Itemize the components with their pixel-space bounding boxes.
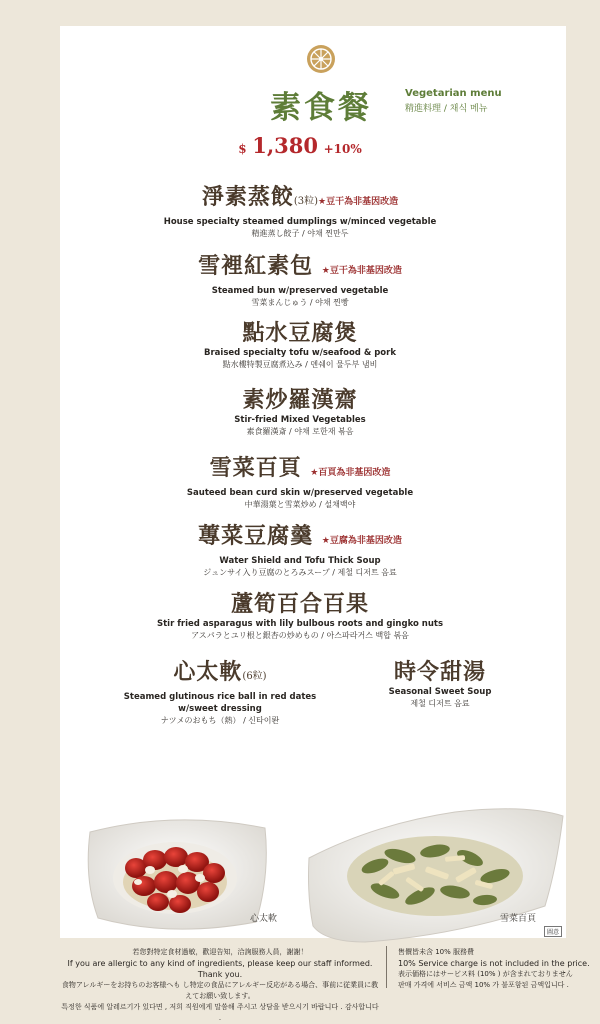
dish-name-en: Water Shield and Tofu Thick Soup	[219, 556, 381, 566]
dish-note: ★豆干為非基因改造	[318, 197, 399, 207]
menu-subtitle-jk: 精進料理 / 채식 메뉴	[405, 104, 488, 114]
dish-name: 雪裡紅素包	[198, 253, 314, 279]
dish-name-jk: ナツメのおもち（熱） / 신타이롼	[160, 716, 280, 725]
dish-name-en: Stir-fried Mixed Vegetables	[234, 415, 366, 425]
allergy-notice-kr: 특정한 식품에 알레르기가 있다면 , 저희 직원에게 말씀해 주시고 상담을 받으시기 바랍니다 . 감사합니다 .	[61, 1003, 379, 1022]
dish-note: ★百頁為非基因改造	[310, 468, 391, 478]
service-charge-kr: 판매 가격에 서비스 금액 10% 가 불포함된 금액입니다 .	[398, 981, 569, 989]
allergy-notice	[60, 947, 380, 1024]
dessert-photo-caption: 心太軟	[250, 914, 278, 924]
dish-name-en: House specialty steamed dumplings w/minced vegetable	[163, 217, 437, 227]
dish-name: 蘆筍百合百果	[230, 591, 369, 617]
dish-name: 心太軟	[173, 659, 243, 685]
wheel-emblem-icon	[306, 44, 336, 74]
dish-item	[355, 658, 525, 710]
dish-qty: (6粒)	[242, 671, 267, 682]
dish-note: ★豆腐為非基因改造	[321, 536, 402, 546]
dish-name-jk: 點水樓特製豆腐煮込み / 뎬쉐이 물두부 냄비	[222, 360, 378, 369]
dish-name: 雪菜百頁	[209, 455, 302, 481]
price-currency: $	[238, 142, 247, 156]
dish-item	[0, 590, 600, 642]
dish-item	[0, 183, 600, 240]
dish-name: 蓴菜豆腐羹	[198, 523, 314, 549]
dish-name-jk: 雪菜まんじゅう / 야채 찐빵	[251, 298, 349, 307]
allergy-notice-jp: 食物アレルギーをお持ちのお客様へも し特定の食品にアレルギー反応がある場合、事前に従業員に教えてお願い致します。	[61, 981, 379, 1000]
dish-item	[105, 658, 335, 727]
dish-name-jk: 中華湯葉と雪菜炒め / 설채백야	[244, 500, 356, 509]
price-amount: 1,380	[252, 133, 318, 158]
dish-note: ★豆干為非基因改造	[321, 266, 402, 276]
service-charge-jp: 表示価格にはサービス料 (10% ) が含まれておりません	[398, 970, 573, 978]
service-charge-cn: 售價皆未含 10% 服務費	[398, 948, 475, 956]
dish-item	[0, 319, 600, 371]
bean-curd-photo-caption: 雪菜百頁	[500, 914, 537, 924]
dish-name-jk: 精進蒸し餃子 / 야채 찐만두	[251, 229, 349, 238]
dish-name: 素炒羅漢齋	[242, 387, 358, 413]
dish-item	[0, 386, 600, 438]
dish-name-en: Sauteed bean curd skin w/preserved vegetable	[186, 488, 414, 498]
dish-name-jk: アスパラとユリ根と銀杏の炒めもの / 아스파라거스 백합 볶음	[191, 631, 409, 640]
footer-divider	[386, 946, 387, 988]
service-charge-notice	[398, 947, 598, 991]
price	[0, 133, 600, 158]
price-service: +10%	[323, 142, 362, 156]
dish-name-jk: ジュンサイ入り豆腐のとろみスープ / 제철 디저트 음료	[203, 568, 397, 577]
dish-name-en: Seasonal Sweet Soup	[388, 687, 492, 697]
illustration-tag: 圖意	[544, 926, 562, 937]
dish-name-en: Stir fried asparagus with lily bulbous roots and gingko nuts	[156, 619, 444, 629]
dish-name: 淨素蒸餃	[201, 184, 294, 210]
dish-item	[0, 522, 600, 579]
dish-name-jk: 素食羅漢斎 / 야채 로한재 볶음	[246, 427, 354, 436]
allergy-notice-en: If you are allergic to any kind of ingredients, please keep our staff informed. Thank you.	[67, 959, 373, 979]
dish-name-jk: 제철 디저트 음료	[410, 699, 470, 708]
allergy-notice-cn: 若您對特定食材過敏，歡迎告知，洽詢服務人員，謝謝！	[132, 948, 308, 956]
dish-name: 時令甜湯	[393, 659, 486, 685]
menu-subtitle-en: Vegetarian menu	[405, 88, 502, 99]
dish-name-en-2: w/sweet dressing	[178, 704, 262, 714]
menu-title: 素食餐	[270, 90, 372, 126]
dish-name-en: Braised specialty tofu w/seafood & pork	[204, 348, 396, 358]
dish-name-en: Steamed bun w/preserved vegetable	[211, 286, 389, 296]
dish-name: 點水豆腐煲	[242, 320, 358, 346]
dish-item	[0, 454, 600, 511]
dish-qty: (3粒)	[293, 196, 319, 207]
dish-name-en: Steamed glutinous rice ball in red dates	[123, 692, 317, 702]
service-charge-en: 10% Service charge is not included in the price.	[398, 959, 590, 968]
dish-item	[0, 252, 600, 309]
